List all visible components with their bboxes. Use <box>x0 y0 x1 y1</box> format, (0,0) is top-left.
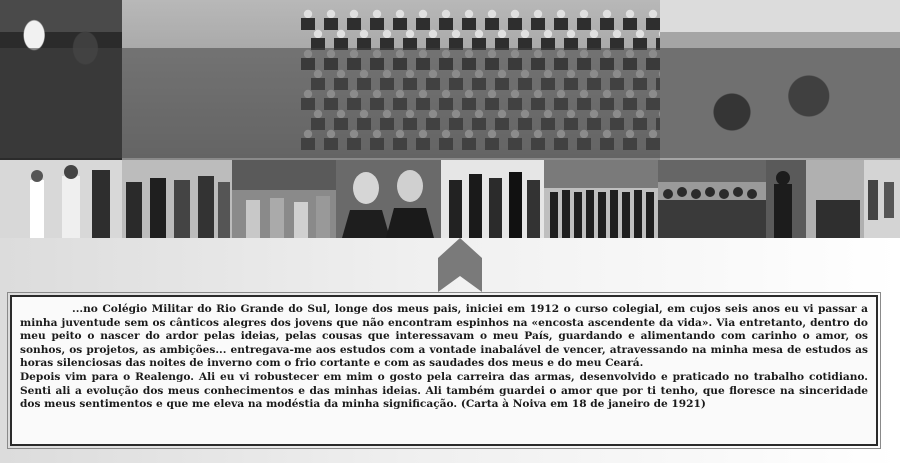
uniformed-men-photo <box>441 160 544 238</box>
quote-text <box>20 303 868 412</box>
thumbnail-strip <box>0 160 900 238</box>
quote-paragraph-1: ...no Colégio Militar do Rio Grande do Sul, longe dos meus pais, iniciei em 1912 o curso colegial, em cujos seis anos eu vi passar a minha juventude sem os cânticos alegres dos jovens que não encontram espinhos na «encosta ascendente da vida». Via entretanto, dentro do meu peito o nascer do ardor pelas ideias, pelas cousas que interessavam o meu País, guardando e alimentando com carinho o amor, os sonhos, os projetos, as ambições... entregava-me aos estudos com a vontade inabalável de vencer, atravessando na minha mesa de estudos as horas silenciosas das noites de inverno com o frio cortante e com as saudades dos meus e do meu Ceará. <box>20 303 868 370</box>
quote-paragraph-2: Depois vim para o Realengo. Ali eu vi robustecer em mim o gosto pela carreira das armas, desenvolvido e praticado no trabalho cotidiano. Senti ali a evolução dos meus conhecimentos e das minhas ideias. Ali também guardei o amor que por ti tenho, que floresce na sinceridade dos meus sentimentos e que me eleva na modéstia da minha significação. <box>20 370 868 411</box>
up-arrow-icon <box>438 238 482 292</box>
photo-overlay <box>0 48 900 158</box>
quote-box <box>10 295 878 446</box>
ceremony-photo <box>0 160 122 238</box>
troops-outdoor-photo <box>232 160 336 238</box>
street-crowd-photo <box>766 160 864 238</box>
two-cadets-portrait-photo <box>336 160 441 238</box>
formation-photo <box>658 160 766 238</box>
cadets-line-photo <box>544 160 658 238</box>
quote-source: (Carta à Noiva em 18 de janeiro de 1921) <box>460 398 706 411</box>
officers-group-photo <box>122 160 232 238</box>
top-photo-band <box>0 0 900 160</box>
seated-men-photo <box>864 160 900 238</box>
